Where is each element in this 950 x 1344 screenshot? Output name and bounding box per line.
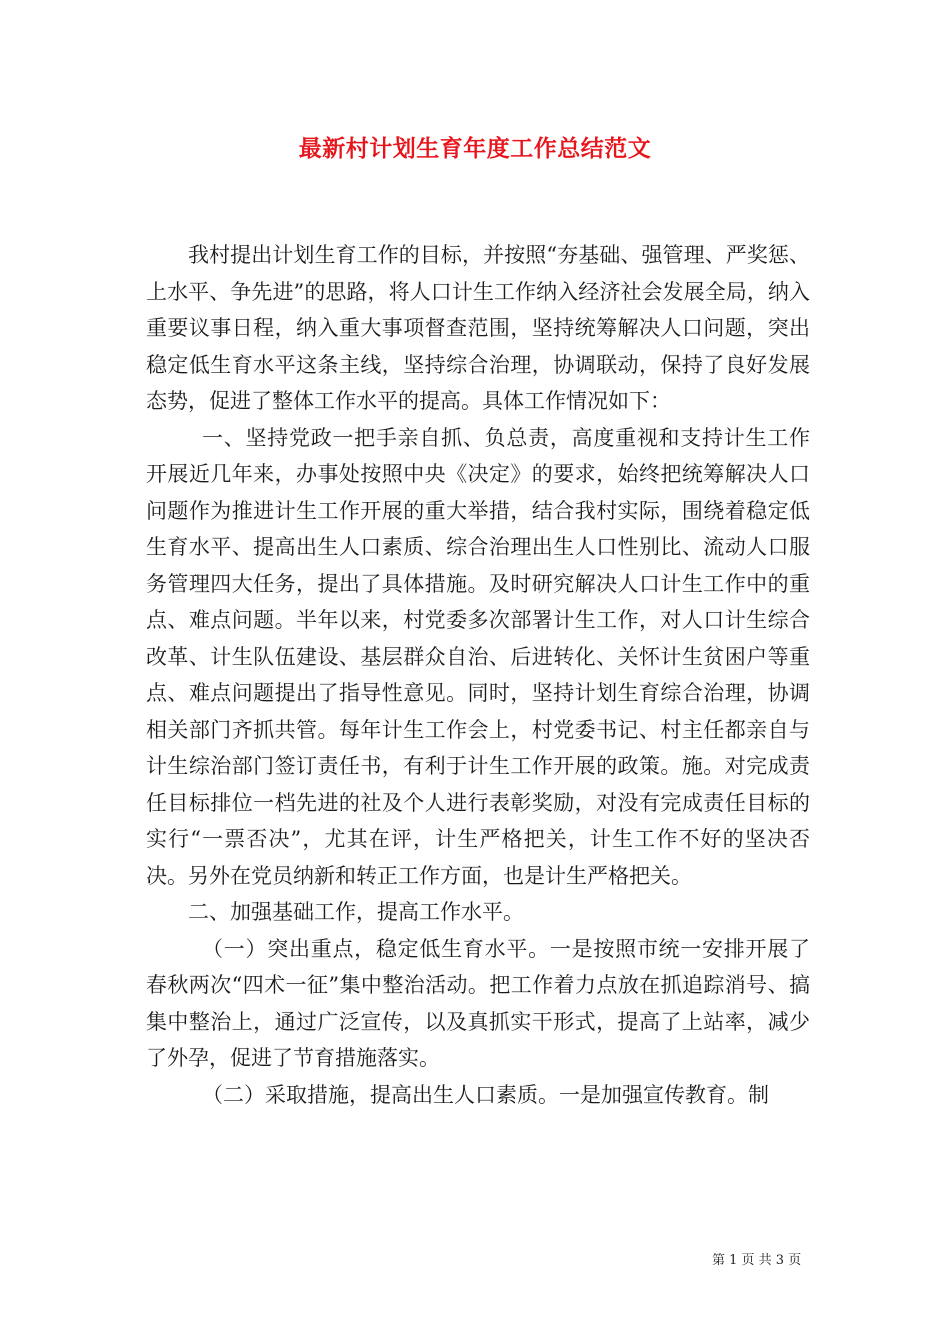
page-number: 第 1 页 共 3 页 — [712, 1253, 802, 1268]
paragraph-section-2-heading: 二、加强基础工作，提高工作水平。 — [188, 900, 524, 924]
paragraph-subsection-2: （二）采取措施，提高出生人口素质。一是加强宣传教育。制 — [202, 1082, 769, 1107]
document-title: 最新村计划生育年度工作总结范文 — [298, 135, 652, 162]
document-body — [146, 237, 810, 1113]
paragraph-subsection-1: （一）突出重点，稳定低生育水平。一是按照市统一安排开展了春秋两次“四术一征”集中整治活动。把工作着力点放在抓追踪消号、搞集中整治上，通过广泛宣传，以及真抓实干形式，提高了上站率，减少了外孕，促进了节育措施落实。 — [146, 936, 810, 1070]
paragraph-section-1: 一、坚持党政一把手亲自抓、负总责，高度重视和支持计生工作开展近几年来，办事处按照中央《决定》的要求，始终把统筹解决人口问题作为推进计生工作开展的重大举措，结合我村实际，围绕着稳定低生育水平、提高出生人口素质、综合治理出生人口性别比、流动人口服务管理四大任务，提出了具体措施。及时研究解决人口计生工作中的重点、难点问题。半年以来，村党委多次部署计生工作，对人口计生综合改革、计生队伍建设、基层群众自治、后进转化、关怀计生贫困户等重点、难点问题提出了指导性意见。同时，坚持计划生育综合治理，协调相关部门齐抓共管。每年计生工作会上，村党委书记、村主任都亲自与计生综治部门签订责任书，有利于计生工作开展的政策。施。对完成责任目标排位一档先进的社及个人进行表彰奖励，对没有完成责任目标的实行“一票否决”，尤其在评，计生严格把关，计生工作不好的坚决否决。另外在党员纳新和转正工作方面，也是计生严格把关。 — [146, 425, 810, 888]
paragraph-intro: 我村提出计划生育工作的目标，并按照“夯基础、强管理、严奖惩、上水平、争先进”的思路，将人口计生工作纳入经济社会发展全局，纳入重要议事日程，纳入重大事项督查范围，坚持统筹解决人口问题，突出稳定低生育水平这条主线，坚持综合治理，协调联动，保持了良好发展态势，促进了整体工作水平的提高。具体工作情况如下： — [146, 243, 810, 413]
